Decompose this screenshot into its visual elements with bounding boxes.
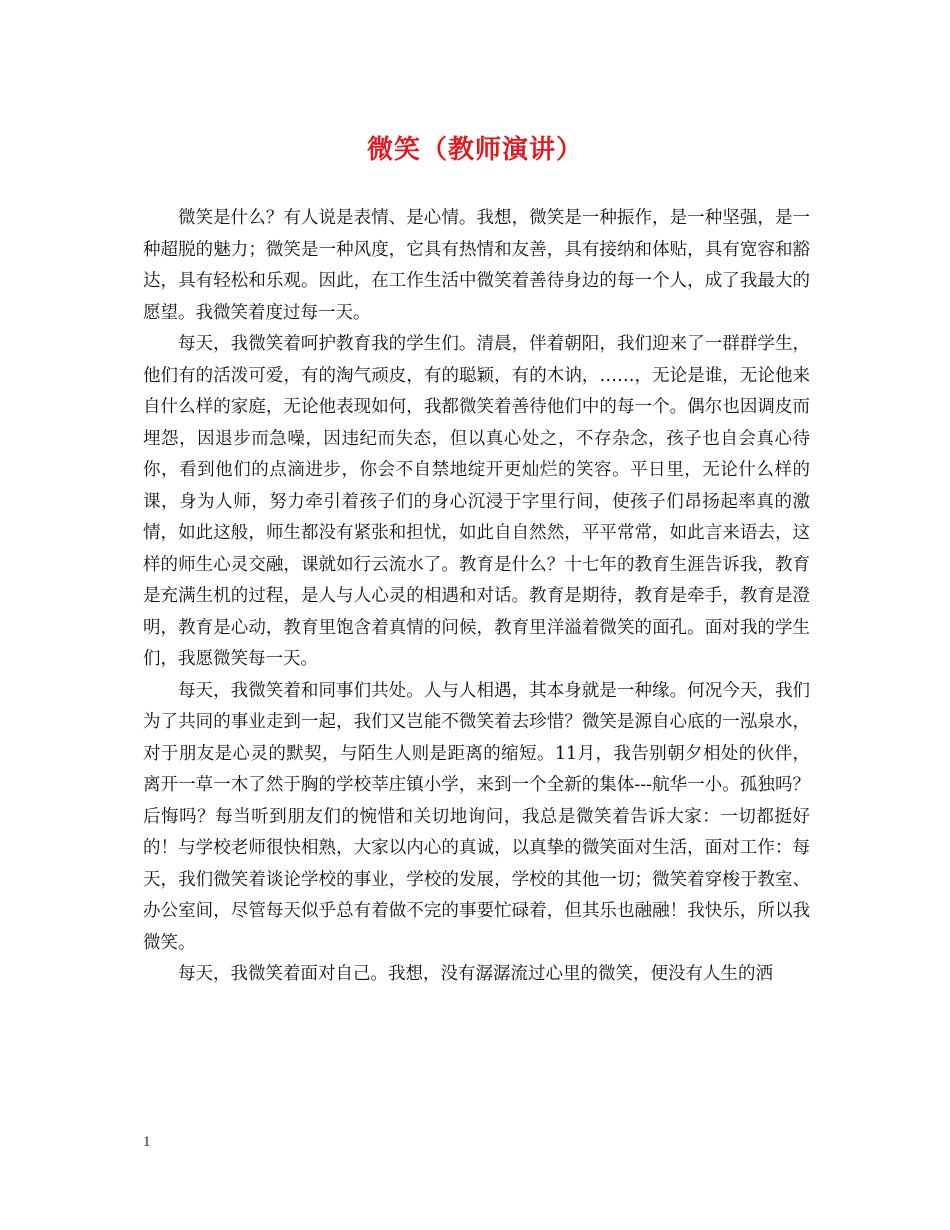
paragraph: 每天，我微笑着面对自己。我想，没有潺潺流过心里的微笑，便没有人生的洒 xyxy=(178,964,773,984)
document-title: 微笑（教师演讲） xyxy=(366,135,583,165)
paragraph: 每天，我微笑着和同事们共处。人与人相遇，其本身就是一种缘。何况今天，我们为了共同的事业走到一起，我们又岂能不微笑着去珍惜？微笑是源自心底的一泓泉水，对于朋友是心灵的默契，与陌生人则是距离的缩短。11月，我告别朝夕相处的伙伴，离开一草一木了然于胸的学校莘庄镇小学，来到一个全新的集体---航华一小。孤独吗？后悔吗？每当听到朋友们的惋惜和关切地询问，我总是微笑着告诉大家：一切都挺好的！与学校老师很快相熟，大家以内心的真诚，以真挚的微笑面对生活，面对工作：每天，我们微笑着谈论学校的事业，学校的发展，学校的其他一切；微笑着穿梭于教室、办公室间，尽管每天似乎总有着做不完的事要忙碌着，但其乐也融融！我快乐，所以我微笑。 xyxy=(143,680,810,953)
paragraph: 微笑是什么？有人说是表情、是心情。我想，微笑是一种振作，是一种坚强，是一种超脱的魅力；微笑是一种风度，它具有热情和友善，具有接纳和体贴，具有宽容和豁达，具有轻松和乐观。因此，在工作生活中微笑着善待身边的每一个人，成了我最大的愿望。我微笑着度过每一天。 xyxy=(143,208,810,323)
paragraph: 每天，我微笑着呵护教育我的学生们。清晨，伴着朝阳，我们迎来了一群群学生，他们有的活泼可爱，有的淘气顽皮，有的聪颖，有的木讷，……，无论是谁，无论他来自什么样的家庭，无论他表现如何，我都微笑着善待他们中的每一个。偶尔也因调皮而埋怨，因退步而急噪，因违纪而失态，但以真心处之，不存杂念，孩子也自会真心待你，看到他们的点滴进步，你会不自禁地绽开更灿烂的笑容。平日里，无论什么样的课，身为人师，努力牵引着孩子们的身心沉浸于字里行间，使孩子们昂扬起率真的激情，如此这般，师生都没有紧张和担忧，如此自自然然，平平常常，如此言来语去，这样的师生心灵交融，课就如行云流水了。教育是什么？十七年的教育生涯告诉我，教育是充满生机的过程，是人与人心灵的相遇和对话。教育是期待，教育是牵手，教育是澄明，教育是心动，教育里饱含着真情的问候，教育里洋溢着微笑的面孔。面对我的学生们，我愿微笑每一天。 xyxy=(143,334,810,669)
page-number: 1 xyxy=(143,1134,151,1150)
document-body xyxy=(143,203,810,991)
